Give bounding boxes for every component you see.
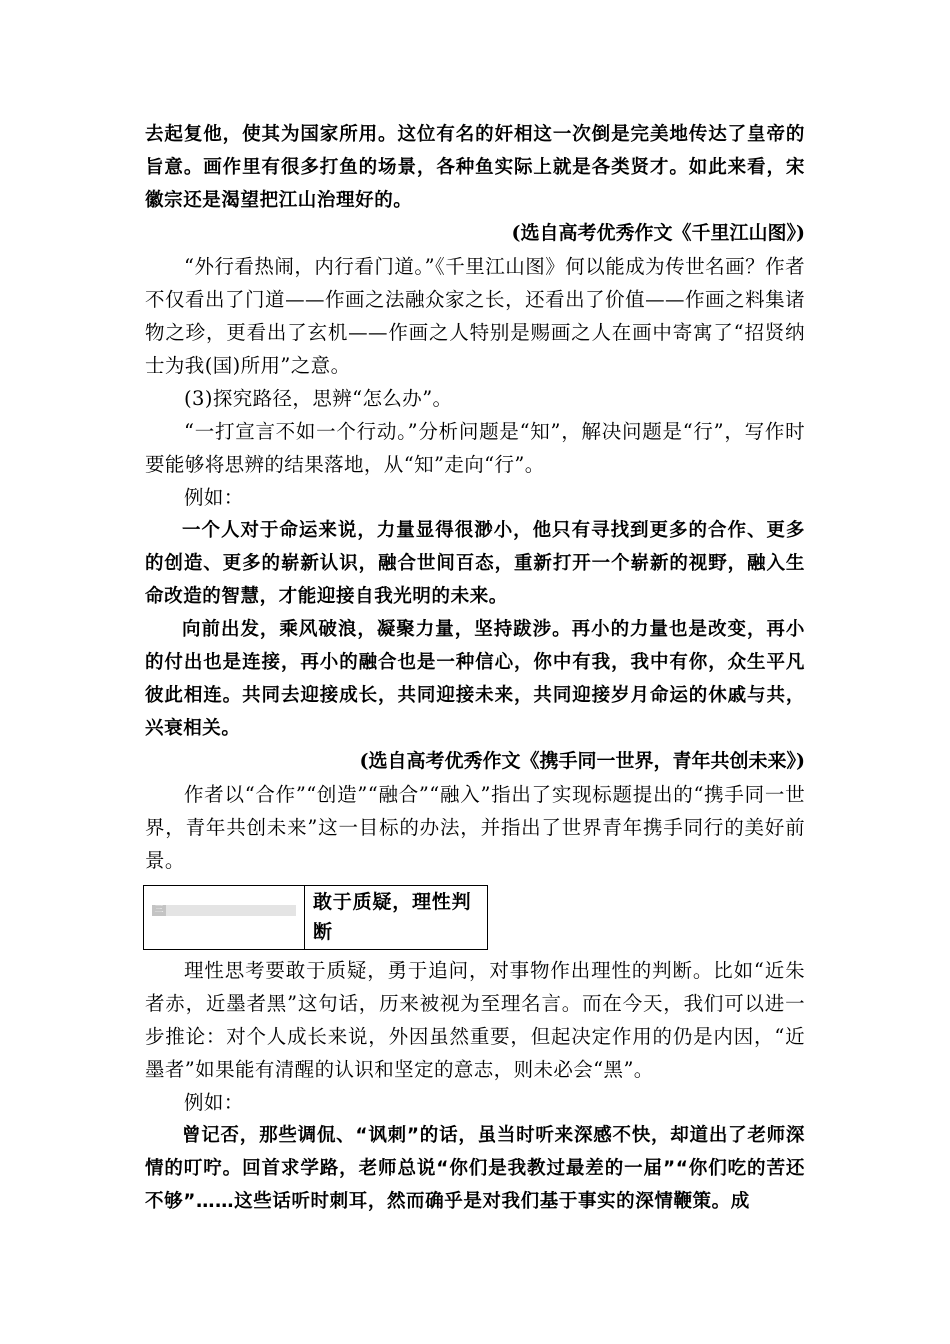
section-number-cell (144, 886, 305, 949)
section-subheading: (3)探究路径，思辨“怎么办”。 (184, 387, 453, 410)
example-label: 例如： (184, 486, 244, 509)
source-citation: (选自高考优秀作文《携手同一世界，青年共创未来》) (359, 750, 805, 772)
source-citation: (选自高考优秀作文《千里江山图》) (511, 222, 805, 244)
analysis-paragraph: 作者以“合作”“创造”“融合”“融入”指出了实现标题提出的“携手同一世界，青年共创未来”这一目标的办法，并指出了世界青年携手同行的美好前景。 (145, 783, 805, 872)
essay-excerpt-paragraph: 向前出发，乘风破浪，凝聚力量，坚持跋涉。再小的力量也是改变，再小的付出也是连接，再小的融合也是一种信心，你中有我，我中有你，众生平凡彼此相连。共同去迎接成长，共同迎接未来，共同迎接岁月命运的休戚与共，兴衰相关。 (145, 619, 805, 739)
essay-excerpt-paragraph: 曾记否，那些调侃、“讽刺”的话，虽当时听来深感不快，却道出了老师深情的叮咛。回首求学路，老师总说“你们是我教过最差的一届”“你们吃的苦还不够”……这些话听时刺耳，然而确乎是对我们基于事实的深情鞭策。成 (145, 1125, 805, 1212)
section-heading-box (143, 885, 488, 950)
analysis-paragraph: 理性思考要敢于质疑，勇于追问，对事物作出理性的判断。比如“近朱者赤，近墨者黑”这句话，历来被视为至理名言。而在今天，我们可以进一步推论：对个人成长来说，外因虽然重要，但起决定作用的仍是内因，“近墨者”如果能有清醒的认识和坚定的意志，则未必会“黑”。 (145, 959, 805, 1081)
analysis-paragraph: “外行看热闹，内行看门道。”《千里江山图》何以能成为传世名画？作者不仅看出了门道——作画之法融众家之长，还看出了价值——作画之料集诸物之珍，更看出了玄机——作画之人特别是赐画之人在画中寄寓了“招贤纳士为我(国)所用”之意。 (145, 255, 805, 377)
document-page (145, 118, 805, 1218)
section-title: 敢于质疑，理性判断 (313, 891, 472, 943)
essay-excerpt-paragraph: 去起复他，使其为国家所用。这位有名的奸相这一次倒是完美地传达了皇帝的旨意。画作里有很多打鱼的场景，各种鱼实际上就是各类贤才。如此来看，宋徽宗还是渴望把江山治理好的。 (145, 124, 805, 211)
section-number: 三 (152, 905, 166, 916)
essay-excerpt-paragraph: 一个人对于命运来说，力量显得很渺小，他只有寻找到更多的合作、更多的创造、更多的崭新认识，融合世间百态，重新打开一个崭新的视野，融入生命改造的智慧，才能迎接自我光明的未来。 (145, 520, 805, 607)
analysis-paragraph: “一打宣言不如一个行动。”分析问题是“知”，解决问题是“行”，写作时要能够将思辨的结果落地，从“知”走向“行”。 (145, 420, 805, 476)
example-label: 例如： (184, 1091, 244, 1114)
section-number-bar (152, 905, 296, 916)
